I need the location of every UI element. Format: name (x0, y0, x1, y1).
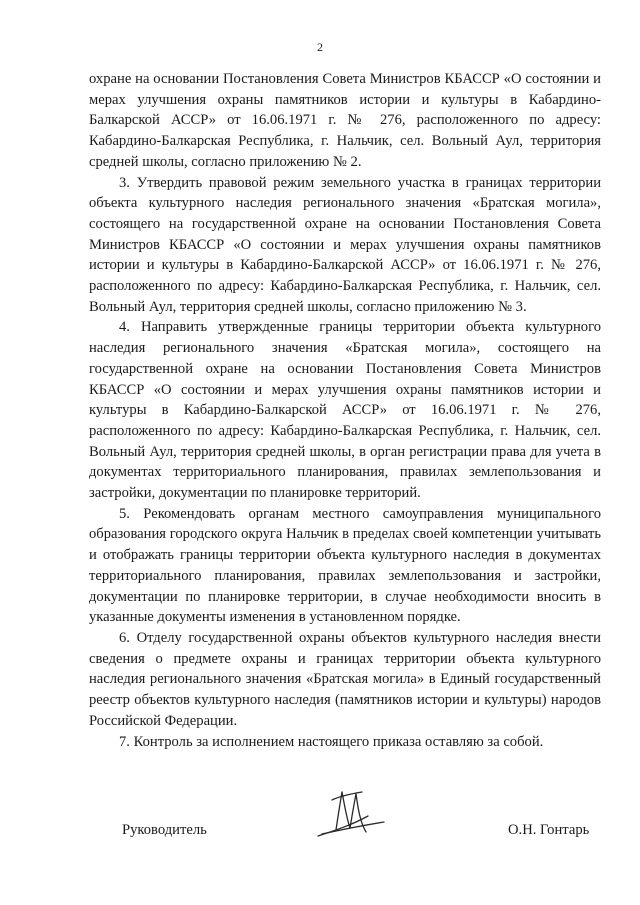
paragraph-item-4: 4. Направить утвержденные границы территории объекта культурного наследия регионального значения «Братская могила», состоящего на государственной охране на основании Постановления Совета Министров КБАССР «О состоянии и мерах улучшения охраны памятников истории и культуры в Кабардино-Балкарской АССР» от 16.06.1971 г. № 276, расположенного по адресу: Кабардино-Балкарская Республика, г. Нальчик, сел. Вольный Аул, территория средней школы, в орган регистрации права для учета в документах территориального планирования, правилах землепользования и застройки, документации по планировке территорий. (89, 319, 601, 502)
signatory-title: Руководитель (122, 822, 207, 838)
page-number: 2 (317, 40, 323, 54)
paragraph-item-3: 3. Утвердить правовой режим земельного участка в границах территории объекта культурного наследия регионального значения «Братская могила», состоящего на государственной охране на основании Постановления Совета Министров КБАССР «О состоянии и мерах улучшения охраны памятников истории и культуры в Кабардино-Балкарской АССР» от 16.06.1971 г. № 276, расположенного по адресу: Кабардино-Балкарская Республика, г. Нальчик, сел. Вольный Аул, территория средней школы, согласно приложению № 3. (89, 174, 601, 315)
paragraph-item-6: 6. Отделу государственной охраны объектов культурного наследия внести сведения о предмете охраны и границах территории объекта культурного наследия регионального значения «Братская могила» в Единый государственный реестр объектов культурного наследия (памятников истории и культуры) народов Российской Федерации. (89, 629, 601, 729)
document-body (89, 69, 601, 752)
handwritten-signature (310, 786, 390, 842)
paragraph-item-7: 7. Контроль за исполнением настоящего приказа оставляю за собой. (119, 733, 544, 750)
signatory-name: О.Н. Гонтарь (508, 822, 590, 838)
paragraph-continuation: охране на основании Постановления Совета Министров КБАССР «О состоянии и мерах улучшения охраны памятников истории и культуры в Кабардино-Балкарской АССР» от 16.06.1971 г. № 276, расположенного по адресу: Кабардино-Балкарская Республика, г. Нальчик, сел. Вольный Аул, территория средней школы, согласно приложению № 2. (89, 71, 601, 170)
paragraph-item-5: 5. Рекомендовать органам местного самоуправления муниципального образования городского округа Нальчик в пределах своей компетенции учитывать и отображать границы территории объекта культурного наследия в документах территориального планирования, правилах землепользования и застройки, документации по планировке территории, в случае необходимости вносить в указанные документы изменения в установленном порядке. (89, 505, 601, 626)
